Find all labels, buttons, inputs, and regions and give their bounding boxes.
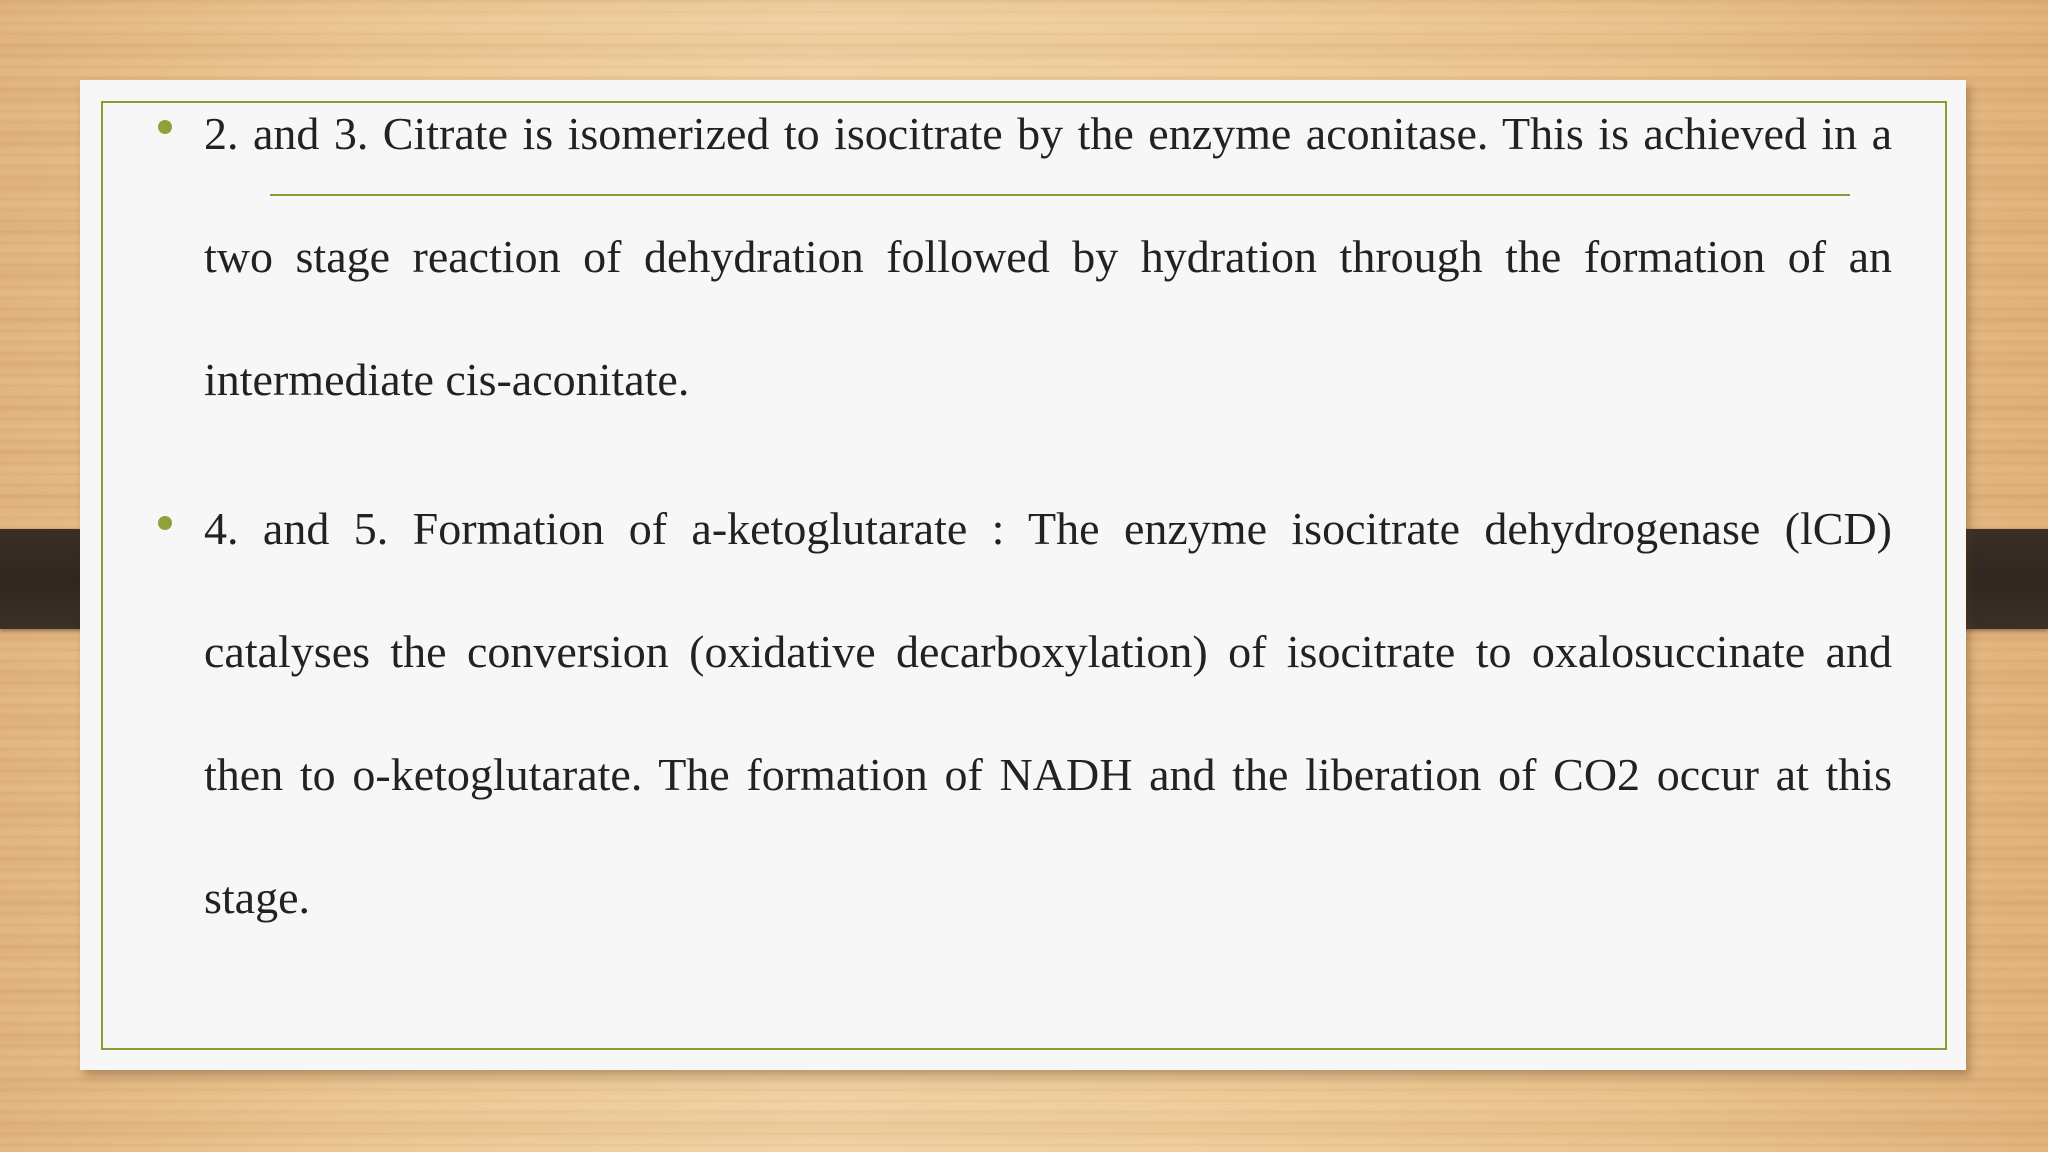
bullet-dot-icon xyxy=(158,120,172,134)
bullet-dot-icon xyxy=(158,516,172,530)
bullet-text-1: 2. and 3. Citrate is isomerized to isocitrate by the enzyme aconitase. This is achieved in a two stage reaction of dehydration followed by hydration through the formation of an intermediate cis-aconitate. xyxy=(204,108,1892,405)
bullet-text-2: 4. and 5. Formation of a-ketoglutarate : The enzyme isocitrate dehydrogenase (lCD) catalyses the conversion (oxidative decarboxylation) of isocitrate to oxalosuccinate and then to o-ketoglutarate. The formation of NADH and the liberation of CO2 occur at this stage. xyxy=(204,503,1892,923)
